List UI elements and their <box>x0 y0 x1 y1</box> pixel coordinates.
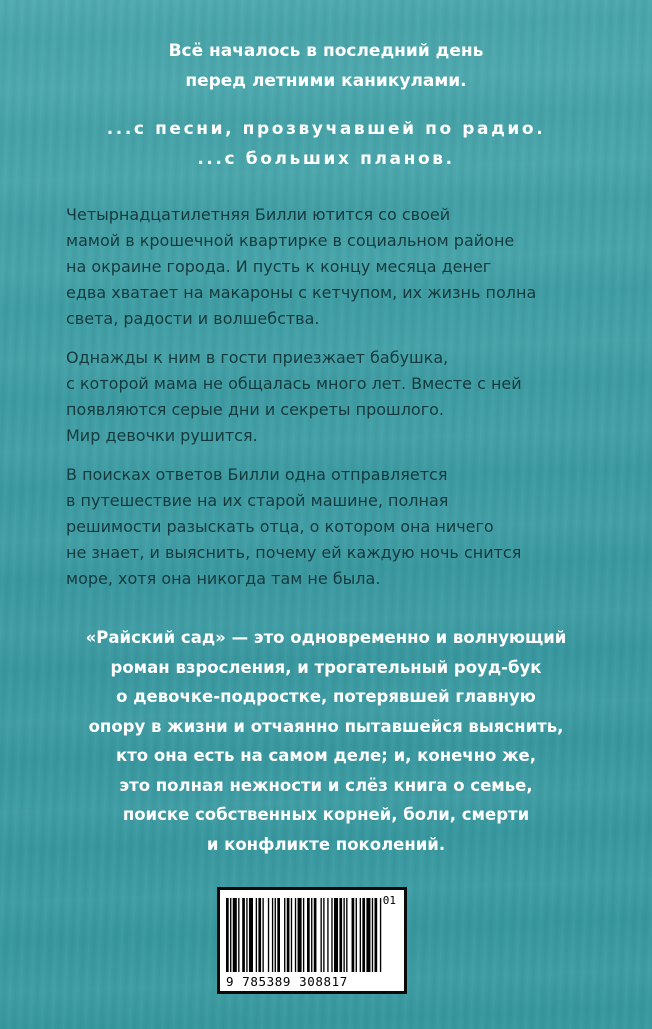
barcode-bar <box>272 898 273 972</box>
barcode-bar <box>226 898 229 972</box>
barcode-bar <box>242 898 245 972</box>
barcode-bar <box>258 898 261 972</box>
barcode-bar <box>233 898 237 972</box>
barcode-bar <box>303 898 304 972</box>
barcode-bar <box>321 898 322 972</box>
barcode-bar <box>352 898 355 972</box>
tagline-line: Всё началось в последний день <box>168 41 484 61</box>
barcode-bar <box>277 898 280 972</box>
barcode-bar <box>256 898 257 972</box>
barcode-bar <box>343 898 344 972</box>
text-line: решимости разыскать отца, о котором она ничего <box>66 517 494 536</box>
barcode-addon-number: 01 <box>382 894 396 907</box>
barcode-bar <box>262 898 263 972</box>
barcode-bar <box>268 898 269 972</box>
text-line: В поисках ответов Билли одна отправляется <box>66 465 448 484</box>
tagline-plans: ...с больших планов. <box>197 149 455 169</box>
tagline-song: ...с песни, прозвучавшей по радио. <box>106 119 546 139</box>
barcode-bar <box>298 898 302 972</box>
barcode-bar <box>284 898 285 972</box>
text-line: не знает, и выяснить, почему ей каждую ночь снится <box>66 543 522 562</box>
text-line: Мир девочки рушится. <box>66 426 258 445</box>
barcode-bar <box>311 898 312 972</box>
description-paragraph-3 <box>66 462 606 592</box>
blurb-line: опору в жизни и отчаянно пытавшейся выяснить, <box>88 716 564 736</box>
closing-blurb <box>30 623 622 859</box>
text-line: Четырнадцатилетняя Билли ютится со своей <box>66 205 451 224</box>
isbn-barcode <box>217 887 407 994</box>
blurb-line: о девочке-подростке, потерявшей главную <box>116 687 536 706</box>
text-line: море, хотя она никогда там не была. <box>66 569 381 588</box>
text-line: появляются серые дни и секреты прошлого. <box>66 400 444 419</box>
barcode-bar <box>362 898 365 972</box>
barcode-bar <box>287 898 290 972</box>
text-line: с которой мама не общалась много лет. Вместе с ней <box>66 374 522 393</box>
blurb-line: роман взросления, и трогательный роуд-бук <box>110 657 542 677</box>
barcode-bar <box>356 898 357 972</box>
barcode-bar <box>238 898 239 972</box>
barcode-bar <box>339 898 342 972</box>
text-line: на окраине города. И пусть к концу месяца денег <box>66 257 492 276</box>
barcode-bar <box>307 898 310 972</box>
blurb-line: «Райский сад» — это одновременно и волнующий <box>85 628 567 647</box>
blurb-line: это полная нежности и слёз книга о семье, <box>119 775 533 795</box>
barcode-bar <box>295 898 296 972</box>
blurb-line: поиске собственных корней, боли, смерти <box>122 805 530 824</box>
text-line: мамой в крошечной квартирке в социальном районе <box>66 231 515 250</box>
text-line: Однажды к ним в гости приезжает бабушка, <box>66 348 449 367</box>
barcode-bar <box>327 898 328 972</box>
tagline-opening <box>0 36 652 96</box>
barcode-bar <box>331 898 332 972</box>
barcode-bar <box>380 898 381 972</box>
barcode-bar <box>375 898 378 972</box>
barcode-bar <box>323 898 324 972</box>
description-paragraph-1 <box>66 202 606 332</box>
barcode-bar <box>346 898 347 972</box>
blurb-line: кто она есть на самом деле; и, конечно же, <box>116 746 536 765</box>
barcode-bar <box>249 898 253 972</box>
text-line: едва хватает на макароны с кетчупом, их жизнь полна <box>66 283 537 302</box>
barcode-bar <box>246 898 247 972</box>
barcode-digits: 9 785389 308817 <box>226 974 348 989</box>
text-line: в путешествие на их старой машине, полная <box>66 491 449 510</box>
barcode-bar <box>360 898 361 972</box>
barcode-bar <box>314 898 317 972</box>
text-line: света, радости и волшебства. <box>66 309 320 328</box>
tagline-line: перед летними каникулами. <box>185 71 467 91</box>
barcode-bar <box>275 898 276 972</box>
barcode-bar <box>291 898 292 972</box>
barcode-bar <box>366 898 370 972</box>
blurb-line: и конфликте поколений. <box>206 834 446 854</box>
barcode-bar <box>230 898 231 972</box>
barcode-bar <box>372 898 373 972</box>
description-paragraph-2 <box>66 345 606 449</box>
barcode-bar <box>334 898 338 972</box>
